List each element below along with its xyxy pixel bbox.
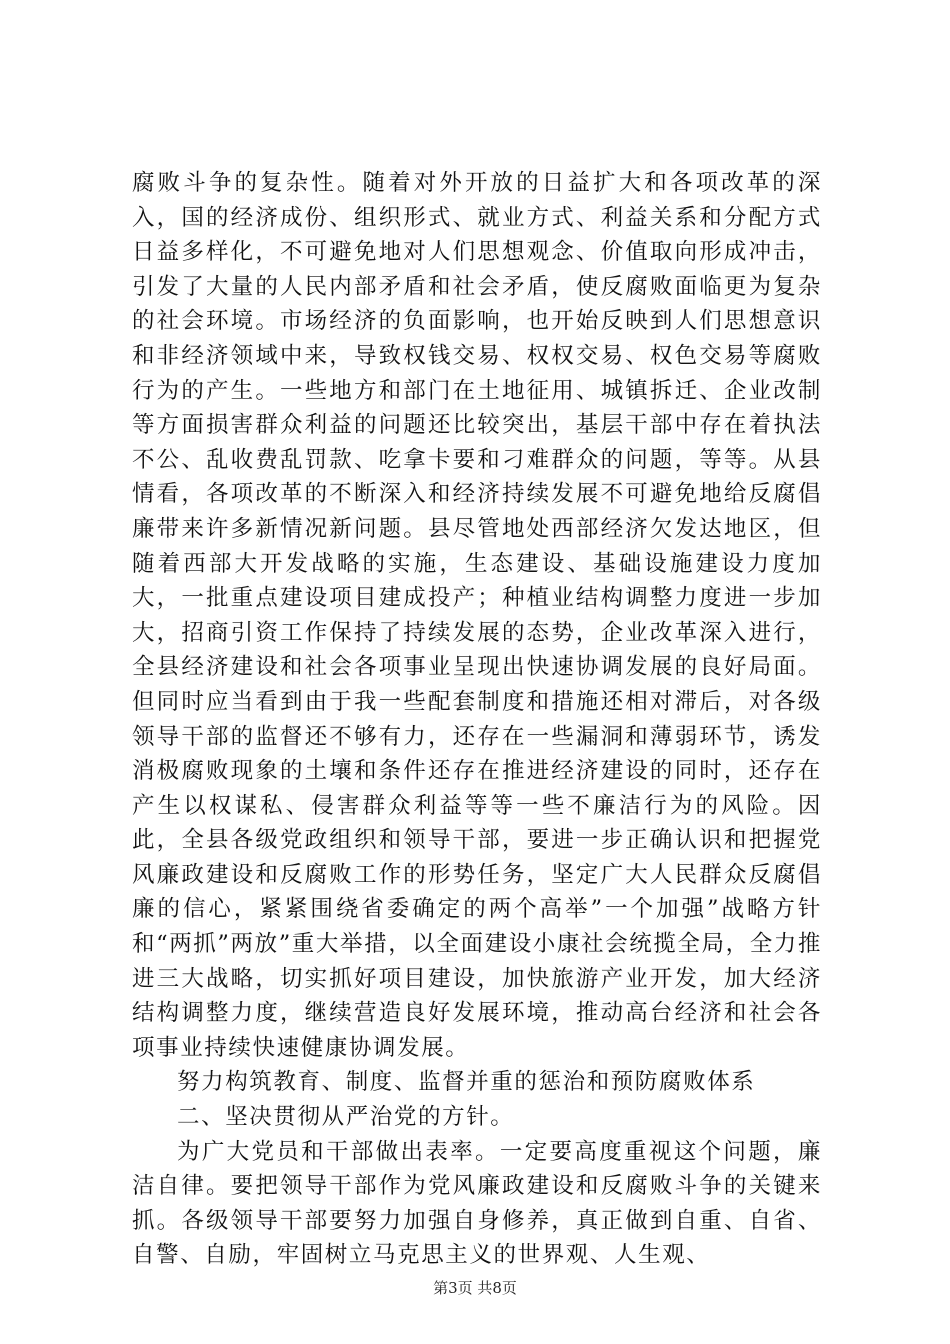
page-number-footer: 第3页 共8页 [433, 1279, 517, 1297]
paragraph-main: 腐败斗争的复杂性。随着对外开放的日益扩大和各项改革的深入，国的经济成份、组织形式、就业方式、利益关系和分配方式日益多样化，不可避免地对人们思想观念、价值取向形成冲击，引发了大量的人民内部矛盾和社会矛盾，使反腐败面临更为复杂的社会环境。市场经济的负面影响，也开始反映到人们思想意识和非经济领域中来，导致权钱交易、权权交易、权色交易等腐败行为的产生。一些地方和部门在土地征用、城镇拆迁、企业改制等方面损害群众利益的问题还比较突出，基层干部中存在着执法不公、乱收费乱罚款、吃拿卡要和刁难群众的问题，等等。从县情看，各项改革的不断深入和经济持续发展不可避免地给反腐倡廉带来许多新情况新问题。县尽管地处西部经济欠发达地区，但随着西部大开发战略的实施，生态建设、基础设施建设力度加大，一批重点建设项目建成投产；种植业结构调整力度进一步加大，招商引资工作保持了持续发展的态势，企业改革深入进行，全县经济建设和社会各项事业呈现出快速协调发展的良好局面。但同时应当看到由于我一些配套制度和措施还相对滞后，对各级领导干部的监督还不够有力，还存在一些漏洞和薄弱环节，诱发消极腐败现象的土壤和条件还存在推进经济建设的同时，还存在产生以权谋私、侵害群众利益等等一些不廉洁行为的风险。因此，全县各级党政组织和领导干部，要进一步正确认识和把握党风廉政建设和反腐败工作的形势任务，坚定广大人民群众反腐倡廉的信心，紧紧围绕省委确定的两个高举”一个加强”战略方针和“两抓”两放”重大举措，以全面建设小康社会统揽全局，全力推进三大战略，切实抓好项目建设，加快旅游产业开发，加大经济结构调整力度，继续营造良好发展环境，推动高台经济和社会各项事业持续快速健康协调发展。 [132, 170, 823, 1061]
paragraph-self-discipline: 为广大党员和干部做出表率。一定要高度重视这个问题，廉洁自律。要把领导干部作为党风廉政建设和反腐败斗争的关键来抓。各级领导干部要努力加强自身修养，真正做到自重、自省、自警、自励，牢固树立马克思主义的世界观、人生观、 [132, 1138, 822, 1269]
paragraph-heading-system: 努力构筑教育、制度、监督并重的惩治和预防腐败体系 [177, 1069, 756, 1096]
paragraph-section-two: 二、坚决贯彻从严治党的方针。 [177, 1104, 515, 1131]
document-body [132, 166, 822, 1273]
